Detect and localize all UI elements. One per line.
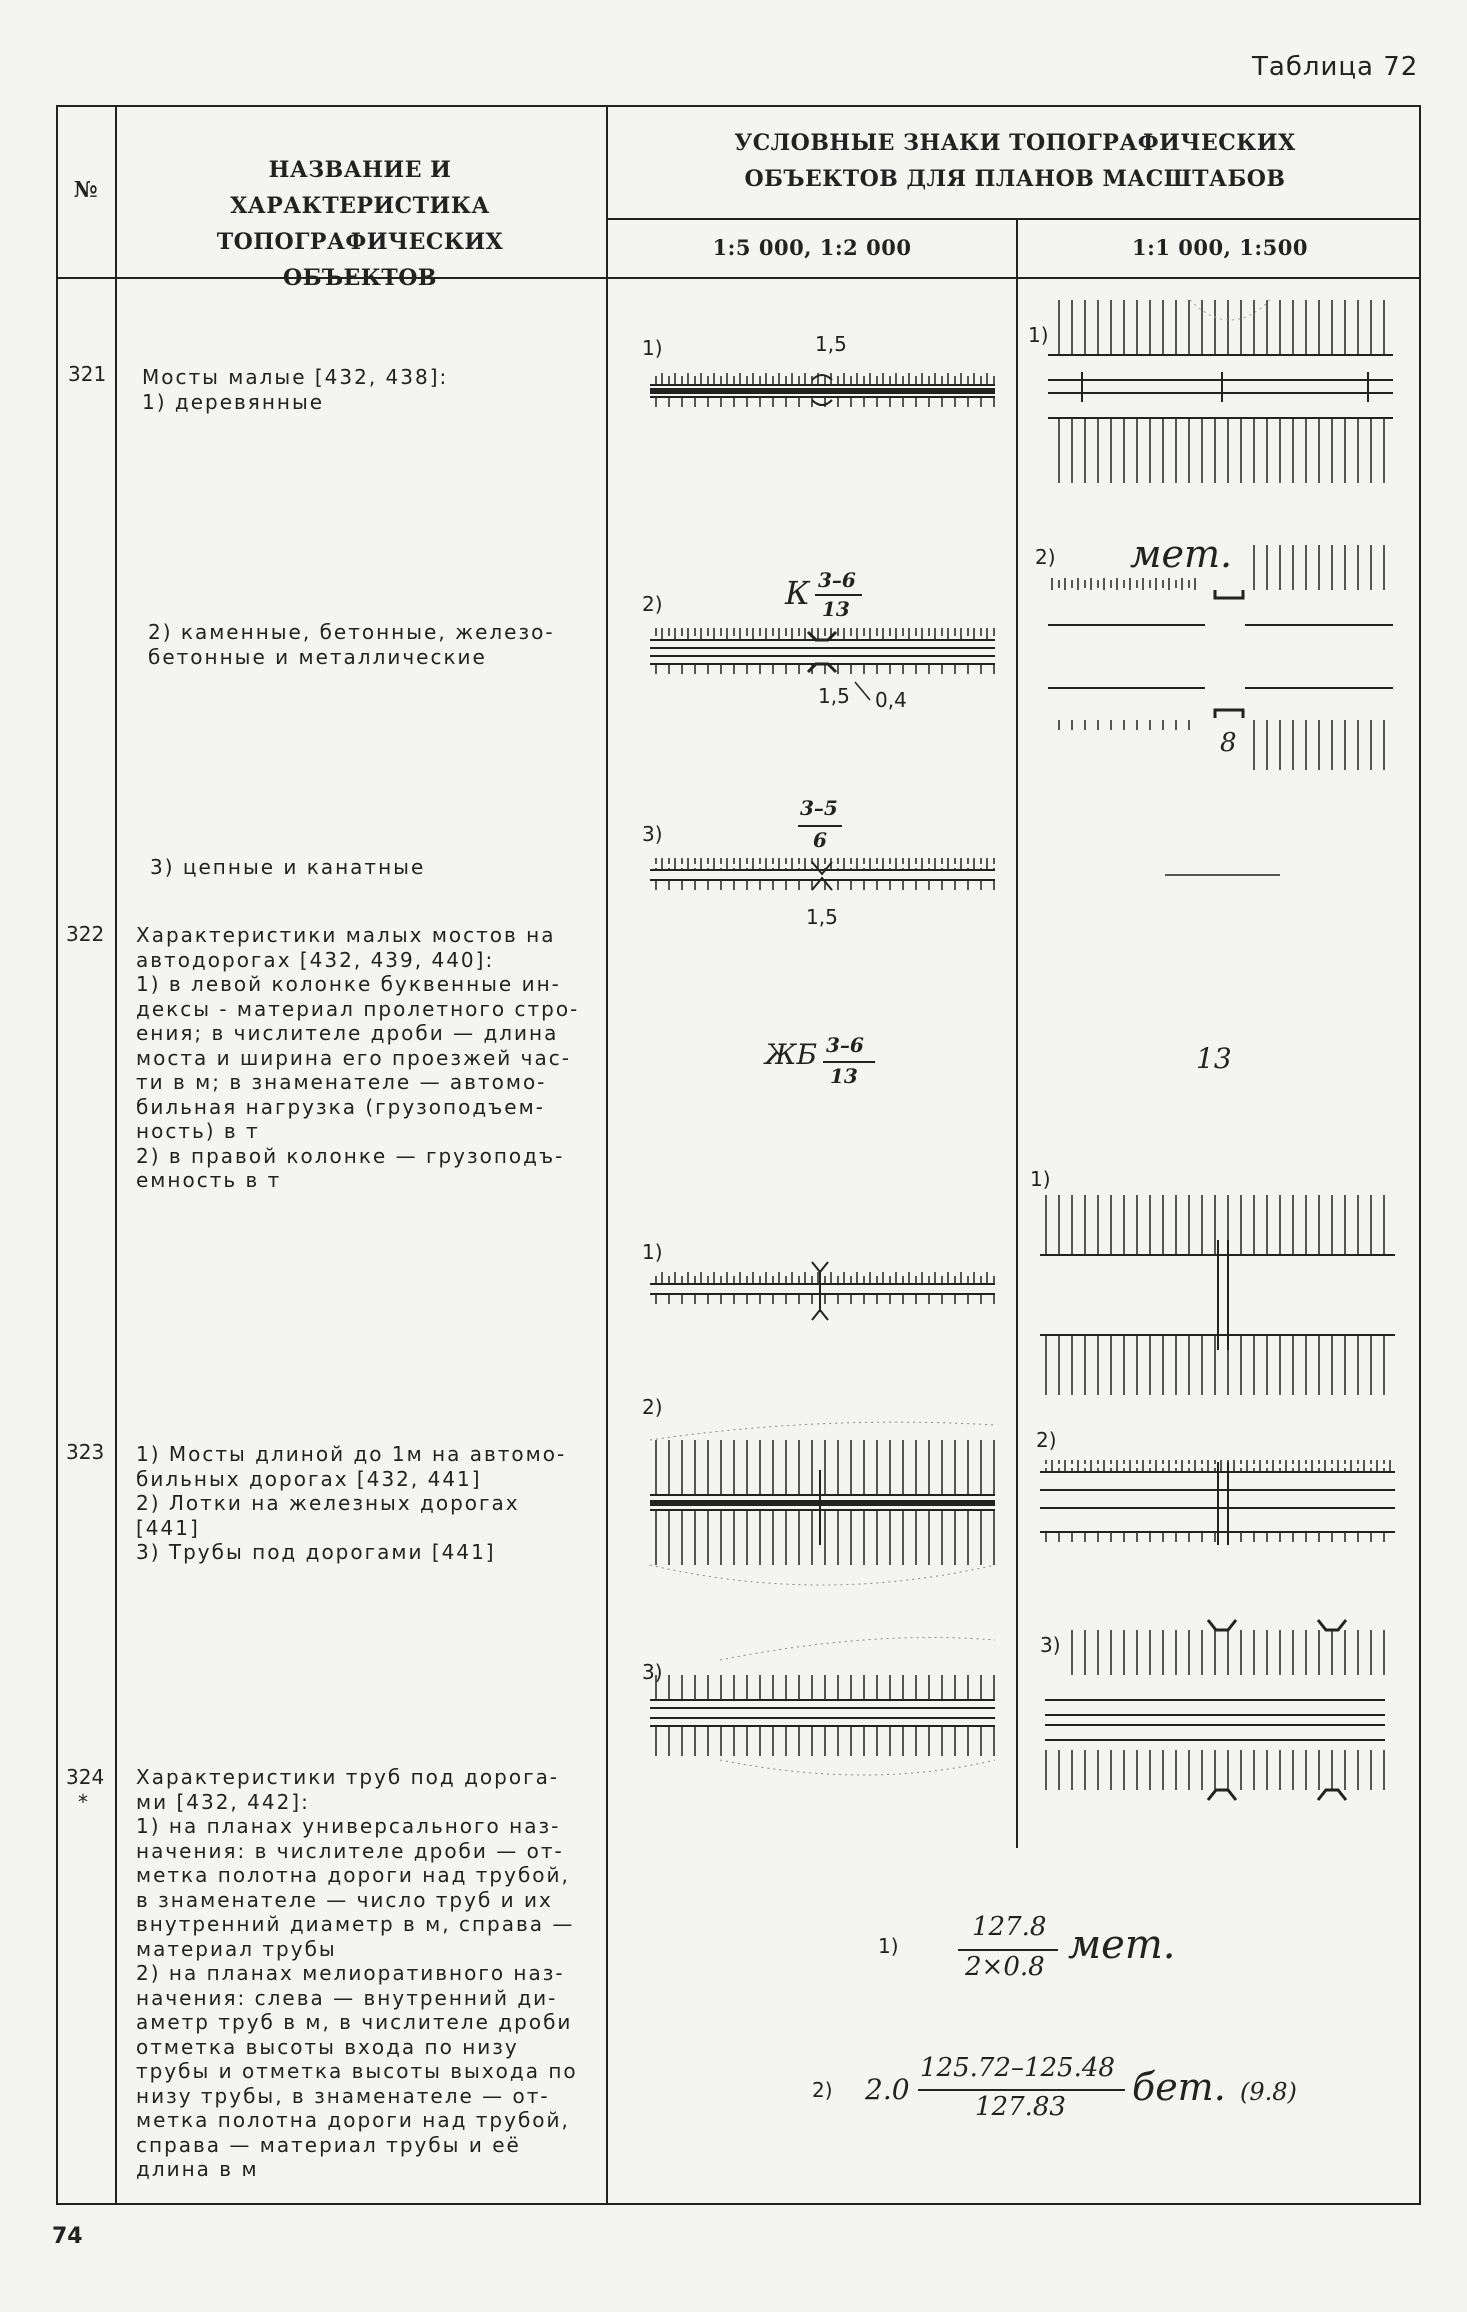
table-label: Таблица 72	[1252, 52, 1419, 82]
scale-b: 1:1 000, 1:500	[1132, 235, 1308, 260]
desc-321-3: 3) цепные и канатные	[150, 855, 426, 879]
sym-324-2-num: 2)	[812, 2078, 833, 2102]
desc-324: Характеристики труб под дорога- ми [432, 442]: 1) на планах универсального наз- начения: в числителе дроби — от- метка полотна дороги над трубой, в знаменателе — число труб и их внутренний диаметр в м, справа — материал трубы 2) на планах мелиоративного наз- начения: слева — внутренний ди- аметр труб в м, в числителе дроби отметка высоты входа по низу трубы и отметка высоты выхода по низу трубы, в знаменателе — от- метка полотна дороги над трубой, справа — материал трубы и её длина в м	[136, 1765, 578, 2181]
sym-321-r1-num: 1)	[1028, 323, 1049, 347]
sym-323-l1	[650, 1262, 995, 1320]
sym-321-3-chain-bridge	[650, 858, 995, 890]
sym-322-right-value: 13	[1196, 1042, 1232, 1075]
header-symbols: УСЛОВНЫЕ ЗНАКИ ТОПОГРАФИЧЕСКИХ ОБЪЕКТОВ ДЛЯ ПЛАНОВ МАСШТАБОВ	[734, 130, 1296, 192]
sym-322-left-denom: 13	[830, 1064, 858, 1088]
sym-321-r1	[1048, 300, 1393, 483]
sym-321-1-dim: 1,5	[815, 332, 847, 356]
row-num-324: 324	[66, 1765, 105, 1789]
scale-a: 1:5 000, 1:2 000	[712, 235, 912, 260]
sym-321-2-index: К	[785, 574, 810, 612]
sym-323-r1-num: 1)	[1030, 1167, 1051, 1191]
sym-321-1-num: 1)	[642, 336, 663, 360]
sym-323-l3	[650, 1638, 995, 1776]
sym-321-2-dim-a: 1,5	[818, 684, 850, 708]
sym-323-r3-num: 3)	[1040, 1633, 1061, 1657]
sym-321-2-numer: 3–6	[818, 568, 856, 592]
sym-321-3-numer: 3–5	[800, 796, 838, 820]
sym-324-2-diameter: 2.0	[865, 2073, 910, 2106]
sym-321-3-num: 3)	[642, 822, 663, 846]
sym-323-l1-num: 1)	[642, 1240, 663, 1264]
sym-323-l2-num: 2)	[642, 1395, 663, 1419]
sym-321-3-denom: 6	[813, 828, 827, 852]
sym-324-1-num: 1)	[878, 1934, 899, 1958]
header-name: НАЗВАНИЕ И ХАРАКТЕРИСТИКА ТОПОГРАФИЧЕСКИХ ОБЪЕКТОВ	[216, 157, 504, 291]
row-mark-324: *	[78, 1790, 88, 1814]
desc-323: 1) Мосты длиной до 1м на автомо- бильных дорогах [432, 441] 2) Лотки на железных дорогах [441] 3) Трубы под дорогами [441]	[136, 1442, 567, 1564]
row-num-321: 321	[68, 362, 107, 386]
sym-324-2-denom: 127.83	[975, 2092, 1066, 2122]
sym-323-r2	[1040, 1460, 1395, 1545]
header-num: №	[73, 177, 99, 203]
sym-324-1-numer: 127.8	[972, 1912, 1047, 1942]
sym-321-2-dim-b: 0,4	[875, 688, 907, 712]
sym-321-1-wooden-bridge	[650, 373, 995, 407]
sym-324-2-length: (9.8)	[1240, 2078, 1297, 2106]
sym-321-2-num: 2)	[642, 592, 663, 616]
desc-321-2: 2) каменные, бетонные, железо- бетонные и металлические	[148, 620, 555, 669]
sym-323-r3	[1045, 1620, 1390, 1800]
sym-322-left-index: ЖБ	[765, 1038, 818, 1071]
desc-322: Характеристики малых мостов на автодорогах [432, 439, 440]: 1) в левой колонке буквенные ин- дексы - материал пролетного стро- ения; в числителе дроби — длина моста и ширина его проезжей час- ти в м; в знаменателе — автомо- бильная нагрузка (грузоподъем- ность) в т 2) в правой колонке — грузоподъ- емность в т	[136, 923, 580, 1192]
sym-323-l3-num: 3)	[642, 1660, 663, 1684]
sym-323-r2-num: 2)	[1036, 1428, 1057, 1452]
sym-321-2-denom: 13	[822, 597, 850, 621]
sym-324-1-material: мет.	[1068, 1922, 1176, 1968]
page-number: 74	[52, 2224, 83, 2249]
row-num-323: 323	[66, 1440, 105, 1464]
row-num-322: 322	[66, 922, 105, 946]
sym-324-1-denom: 2×0.8	[965, 1952, 1045, 1982]
sym-321-3-dim: 1,5	[806, 905, 838, 929]
sym-324-2-material: бет.	[1132, 2065, 1226, 2109]
sym-323-l2	[650, 1422, 995, 1585]
sym-321-r2-load: 8	[1220, 728, 1237, 758]
sym-324-2-numer: 125.72–125.48	[920, 2053, 1115, 2083]
desc-321-1: Мосты малые [432, 438]: 1) деревянные	[142, 365, 449, 414]
sym-323-r1	[1040, 1195, 1395, 1395]
sym-322-left-numer: 3–6	[826, 1033, 864, 1057]
sym-321-r2-num: 2)	[1035, 545, 1056, 569]
sym-321-r2-material: мет.	[1130, 532, 1233, 576]
